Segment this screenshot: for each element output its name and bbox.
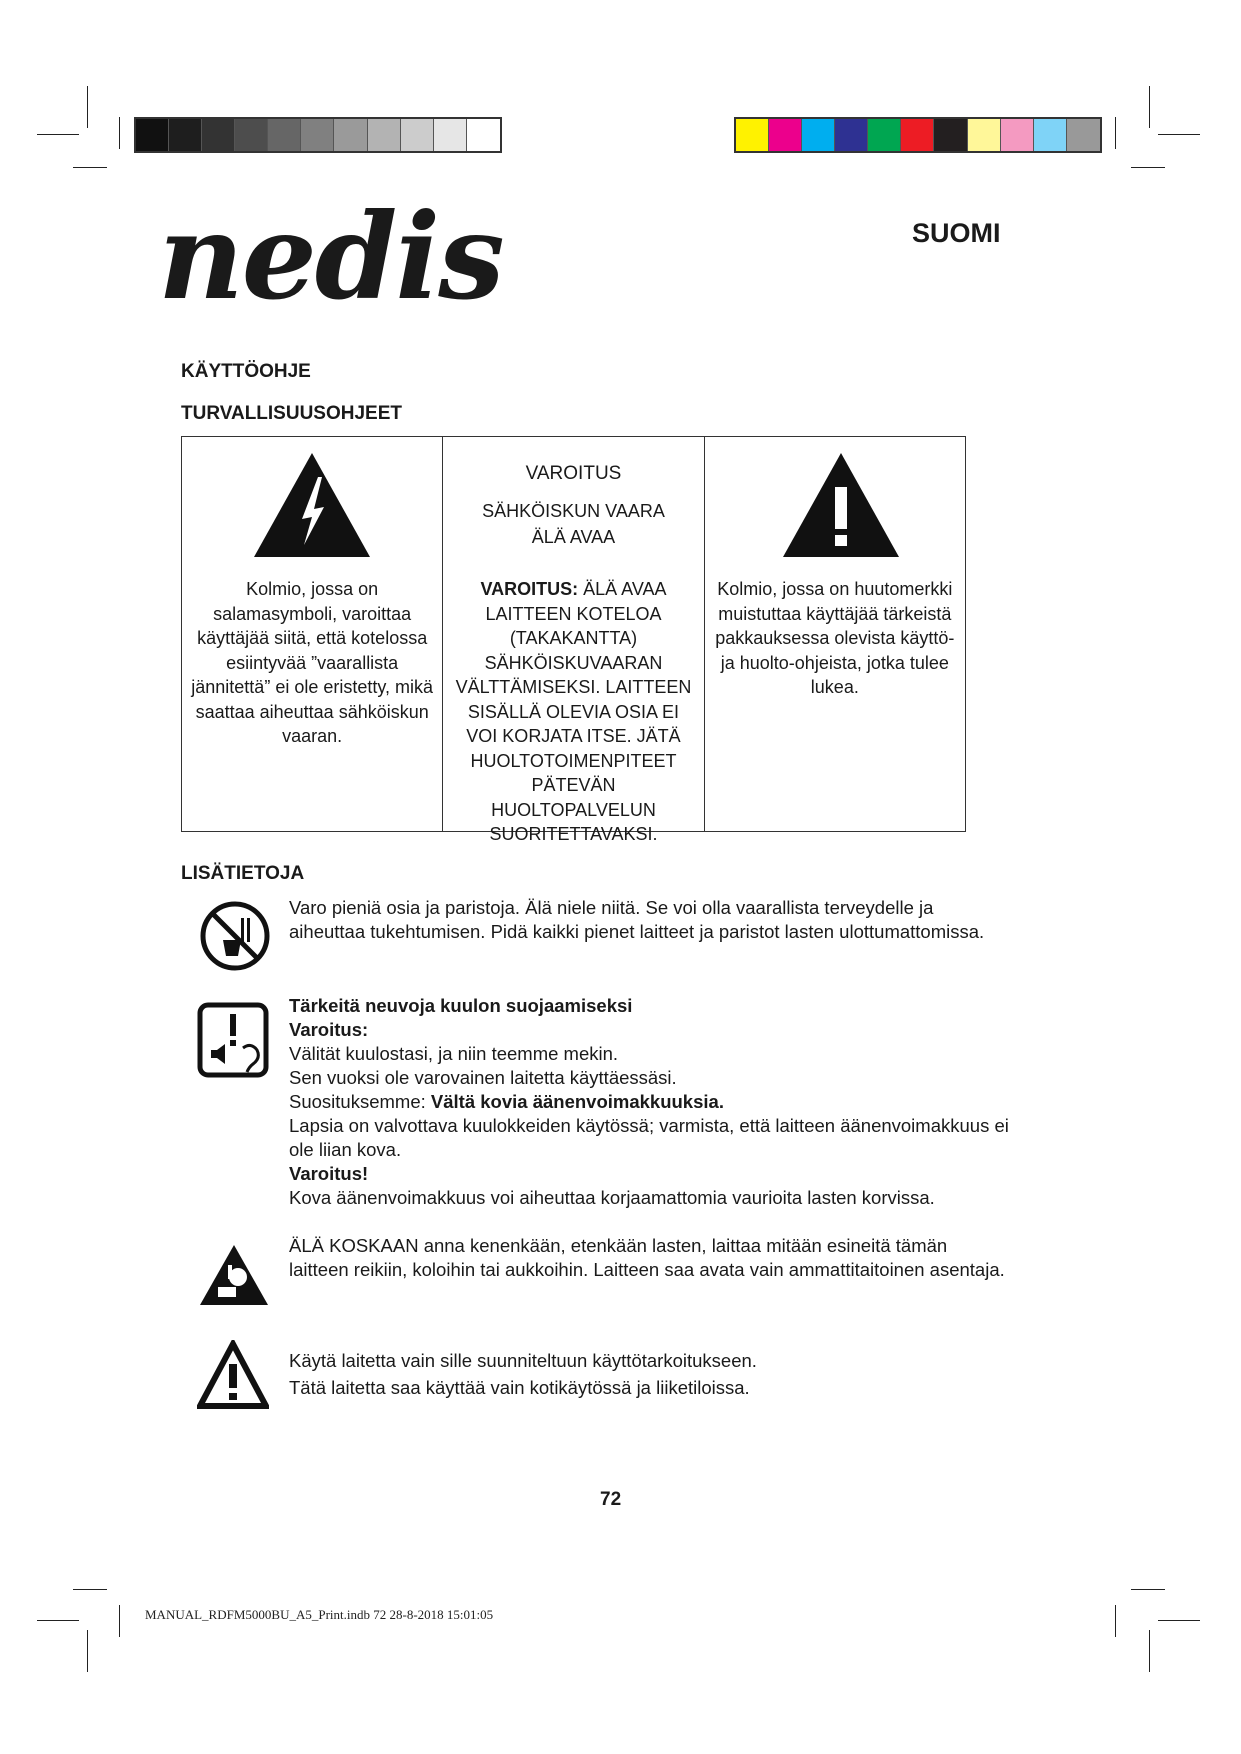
hearing-line-2: Sen vuoksi ole varovainen laitetta käyttäessäsi. [289,1067,677,1088]
process-color-swatch [835,119,868,151]
small-parts-text: Varo pieniä osia ja paristoja. Älä niele niitä. Se voi olla vaarallista terveydelle ja aiheuttaa tukehtumisen. Pidä kaikki pienet laitteet ja paristot lasten ulottumattomissa. [289,897,985,942]
process-color-swatch [1034,119,1067,151]
grayscale-swatch [268,119,301,151]
warning-cell-right [704,437,965,832]
openings-warning-text: ÄLÄ KOSKAAN anna kenenkään, etenkään lasten, laittaa mitään esineitä tämän laitteen reikiin, koloihin tai aukkoihin. Laitteen saa avata vain ammattitaitoinen asentaja. [289,1235,1005,1280]
hearing-line-3: Lapsia on valvottava kuulokkeiden käytössä; varmista, että laitteen äänenvoimakkuus ei ole liian kova. [289,1115,1009,1160]
warning-body-text: ÄLÄ AVAA LAITTEEN KOTELOA (TAKAKANTTA) SÄHKÖISKUVAARAN VÄLTTÄMISEKSI. LAITTEEN SISÄLLÄ OLEVIA OSIA EI VOI KORJATA ITSE. JÄTÄ HUOLTOTOIMENPITEET PÄTEVÄN HUOLTOPALVELUN SUORITETTAVAKSI. [455,579,692,844]
process-color-swatch [736,119,769,151]
warning-title: VAROITUS [525,463,622,484]
hearing-recommendation [289,1090,1009,1114]
process-color-swatch [1001,119,1034,151]
grayscale-swatch [334,119,367,151]
page-number: 72 [600,1489,622,1510]
additional-info-heading: LISÄTIETOJA [181,863,305,884]
hearing-line-1: Välität kuulostasi, ja niin teemme mekin. [289,1043,619,1064]
warning-cell-center [443,437,704,844]
lightning-symbol-description: Kolmio, jossa on salamasymboli, varoittaa käyttäjää siitä, että kotelossa esiintyvää ”vaarallista jännitettä” ei ole eristetty, mikä saattaa aiheuttaa sähköiskun vaaran. [191,579,434,746]
grayscale-swatch [434,119,467,151]
process-color-swatch [769,119,802,151]
process-color-swatch [934,119,967,151]
no-objects-in-openings-icon [198,1243,270,1307]
print-slug: MANUAL_RDFM5000BU_A5_Print.indb 72 28-8-2018 15:01:05 [145,1607,494,1622]
hearing-protection-section [289,994,1009,1210]
hearing-title: Tärkeitä neuvoja kuulon suojaamiseksi [289,995,633,1016]
hearing-line-4: Kova äänenvoimakkuus voi aiheuttaa korjaamattomia vaurioita lasten korvissa. [289,1187,935,1208]
recommendation-label: Suosituksemme: [289,1091,431,1112]
grayscale-swatch [401,119,434,151]
safety-heading: TURVALLISUUSOHJEET [181,403,402,424]
hearing-warning-label: Varoitus: [289,1019,369,1040]
warning-body [451,577,695,847]
grayscale-swatch [202,119,235,151]
process-color-swatch [968,119,1001,151]
language-label: SUOMI [912,218,1001,248]
grayscale-swatch [136,119,169,151]
hearing-warning-icon [197,1002,269,1078]
usage-line-2: Tätä laitetta saa käyttää vain kotikäytössä ja liiketiloissa. [289,1377,750,1398]
process-color-bar [734,117,1102,153]
do-not-open-text: ÄLÄ AVAA [531,527,616,547]
grayscale-swatch [169,119,202,151]
exclamation-triangle-icon [781,451,901,559]
process-color-swatch [868,119,901,151]
warning-body-label: VAROITUS: [480,579,579,599]
lightning-triangle-icon [252,451,372,559]
shock-hazard-text: SÄHKÖISKUN VAARA [482,501,665,521]
grayscale-swatch [235,119,268,151]
exclamation-symbol-description: Kolmio, jossa on huutomerkki muistuttaa käyttäjää tärkeistä pakkauksessa olevista käyttö- ja huolto-ohjeista, jotka tulee lukea. [715,579,955,697]
usage-section [289,1347,1009,1401]
process-color-swatch [901,119,934,151]
process-color-swatch [802,119,835,151]
grayscale-swatch [368,119,401,151]
warning-cell-left [182,437,443,832]
nedis-logo: nedis [158,187,503,326]
grayscale-swatch [467,119,500,151]
usage-line-1: Käytä laitetta vain sille suunniteltuun käyttötarkoitukseen. [289,1350,757,1371]
safety-warning-table [181,436,966,844]
caution-triangle-icon [197,1340,269,1412]
grayscale-swatch [301,119,334,151]
grayscale-color-bar [134,117,502,153]
no-small-parts-icon [199,900,271,972]
manual-heading: KÄYTTÖOHJE [181,361,311,382]
recommendation-bold: Vältä kovia äänenvoimakkuuksia. [430,1091,724,1112]
hearing-warning2-label: Varoitus! [289,1163,369,1184]
process-color-swatch [1067,119,1100,151]
